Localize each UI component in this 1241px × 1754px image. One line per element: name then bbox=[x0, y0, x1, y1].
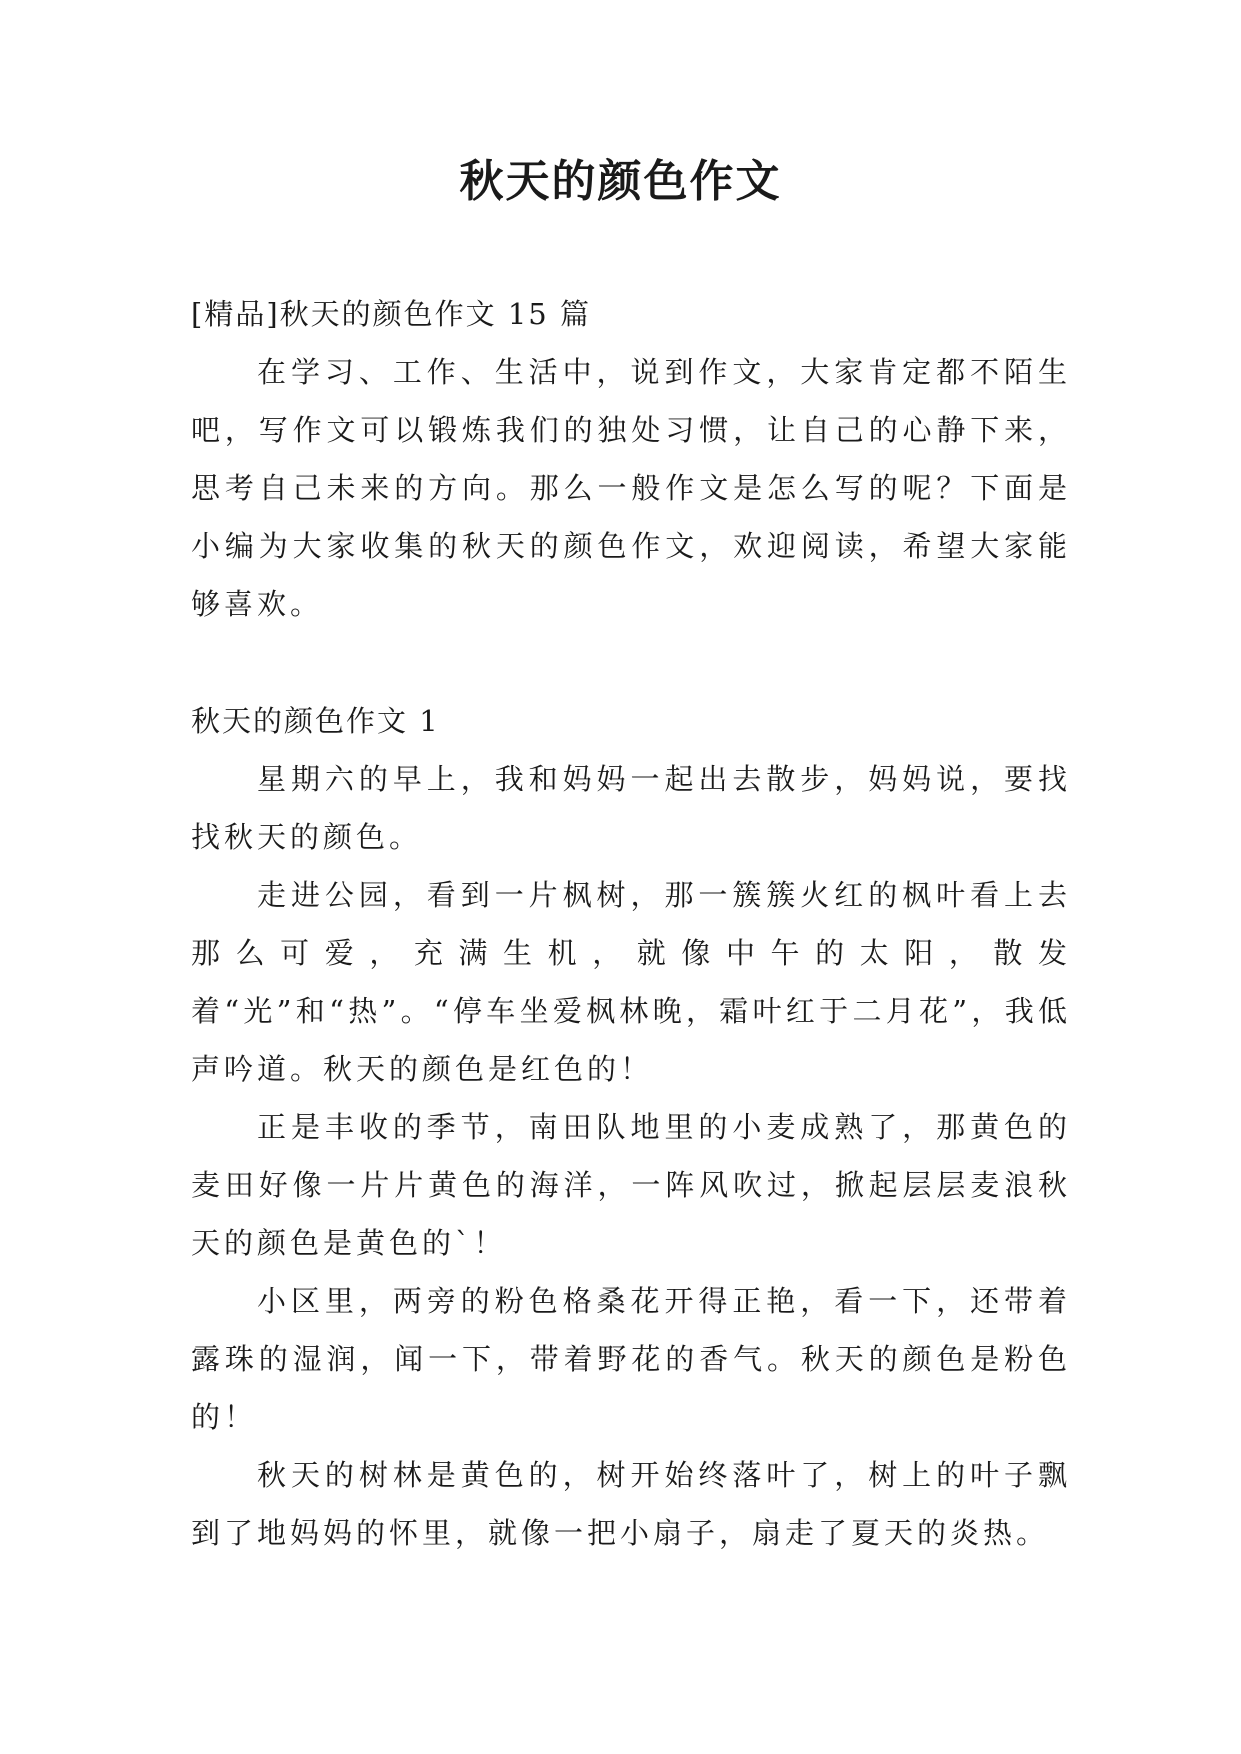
document-title: 秋天的颜色作文 bbox=[459, 156, 782, 207]
essay-paragraph: 小区里，两旁的粉色格桑花开得正艳，看一下，还带着露珠的湿润，闻一下，带着野花的香气。秋天的颜色是粉色的！ bbox=[191, 1284, 1071, 1434]
essay-paragraph: 正是丰收的季节，南田队地里的小麦成熟了，那黄色的麦田好像一片片黄色的海洋，一阵风吹过，掀起层层麦浪秋天的颜色是黄色的`！ bbox=[191, 1110, 1071, 1260]
intro-paragraph: 在学习、工作、生活中，说到作文，大家肯定都不陌生吧，写作文可以锻炼我们的独处习惯，让自己的心静下来，思考自己未来的方向。那么一般作文是怎么写的呢？下面是小编为大家收集的秋天的颜色作文，欢迎阅读，希望大家能够喜欢。 bbox=[191, 355, 1071, 621]
essay-paragraph: 秋天的树林是黄色的，树开始终落叶了，树上的叶子飘到了地妈妈的怀里，就像一把小扇子，扇走了夏天的炎热。 bbox=[191, 1458, 1071, 1550]
essay-heading: 秋天的颜色作文 1 bbox=[191, 704, 440, 738]
essay-paragraph: 星期六的早上，我和妈妈一起出去散步，妈妈说，要找找秋天的颜色。 bbox=[191, 762, 1071, 854]
document-subtitle: [精品]秋天的颜色作文 15 篇 bbox=[191, 297, 591, 331]
section-spacer bbox=[191, 633, 1071, 692]
document-body bbox=[191, 285, 1071, 1562]
essay-paragraph: 走进公园，看到一片枫树，那一簇簇火红的枫叶看上去那么可爱，充满生机，就像中午的太阳，散发着“光”和“热”。“停车坐爱枫林晚，霜叶红于二月花”，我低声吟道。秋天的颜色是红色的！ bbox=[191, 878, 1071, 1086]
